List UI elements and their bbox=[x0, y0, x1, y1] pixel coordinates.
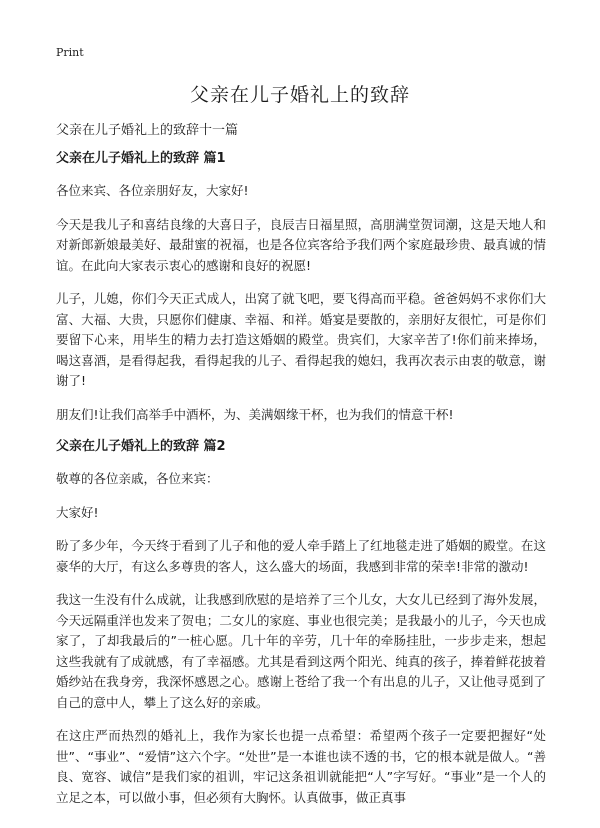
paragraph: 朋友们!让我们高举手中酒杯，为、美满姻缘干杯，也为我们的情意干杯! bbox=[56, 406, 454, 422]
print-link[interactable]: Print bbox=[56, 46, 84, 59]
section-2 bbox=[56, 438, 546, 808]
paragraph: 儿子，儿媳，你们今天正式成人，出窝了就飞吧，要飞得高而平稳。爸爸妈妈不求你们大富、大福、大贵，只愿你们健康、幸福、和祥。婚宴是要散的，亲朋好友很忙，可是你们要留下心来，用毕生的精力去打造这婚姻的殿堂。贵宾们，大家辛苦了!你们前来捧场，喝这喜酒，是看得起我，看得起我的儿子、看得起我的媳妇，我再次表示由衷的敬意，谢谢了! bbox=[56, 291, 546, 388]
paragraph: 我这一生没有什么成就，让我感到欣慰的是培养了三个儿女，大女儿已经到了海外发展，今天远隔重洋也发来了贺电；二女儿的家庭、事业也很完美；是我最小的儿子，今天也成家了，了却我最后的”一桩心愿。几十年的辛劳，几十年的牵肠挂肚，一步步走来，想起这些我就有了成就感，有了幸福感。尤其是看到这两个阳光、纯真的孩子，捧着鲜花披着婚纱站在我身旁，我深怀感恩之心。感谢上苍给了我一个有出息的儿子，又让他寻觅到了自己的意中人，攀上了这么好的亲戚。 bbox=[56, 592, 546, 710]
section-heading: 父亲在儿子婚礼上的致辞 篇1 bbox=[56, 151, 226, 166]
paragraph: 敬尊的各位亲戚，各位来宾： bbox=[56, 471, 219, 486]
page-title: 父亲在儿子婚礼上的致辞 bbox=[189, 84, 410, 106]
paragraph: 大家好! bbox=[56, 504, 99, 520]
section-heading: 父亲在儿子婚礼上的致辞 篇2 bbox=[56, 439, 226, 454]
section-1 bbox=[56, 150, 546, 425]
paragraph: 今天是我儿子和喜结良缘的大喜日子，良辰吉日福星照，高朋满堂贺词潮，这是天地人和对新郎新娘最美好、最甜蜜的祝福，也是各位宾客给予我们两个家庭最珍贵、最真诚的情谊。在此向大家表示衷心的感谢和良好的祝愿! bbox=[56, 216, 546, 273]
document-subtitle: 父亲在儿子婚礼上的致辞十一篇 bbox=[56, 123, 239, 138]
document-body bbox=[56, 150, 546, 821]
paragraph: 各位来宾、各位亲朋好友，大家好! bbox=[56, 183, 249, 198]
paragraph: 在这庄严而热烈的婚礼上，我作为家长也提一点希望：希望两个孩子一定要把握好“处世”、“事业”、“爱情”这六个字。“处世”是一本谁也读不透的书，它的根本就是做人。“善良、宽容、诚信”是我们家的祖训，牢记这条祖训就能把“人”字写好。“事业”是一个人的立足之本，可以做小事，但必须有大胸怀。认真做事，做正真事 bbox=[56, 728, 546, 805]
paragraph: 盼了多少年，今天终于看到了儿子和他的爱人牵手踏上了红地毯走进了婚姻的殿堂。在这豪华的大厅，有这么多尊贵的客人，这么盛大的场面，我感到非常的荣幸!非常的激动! bbox=[56, 538, 546, 574]
